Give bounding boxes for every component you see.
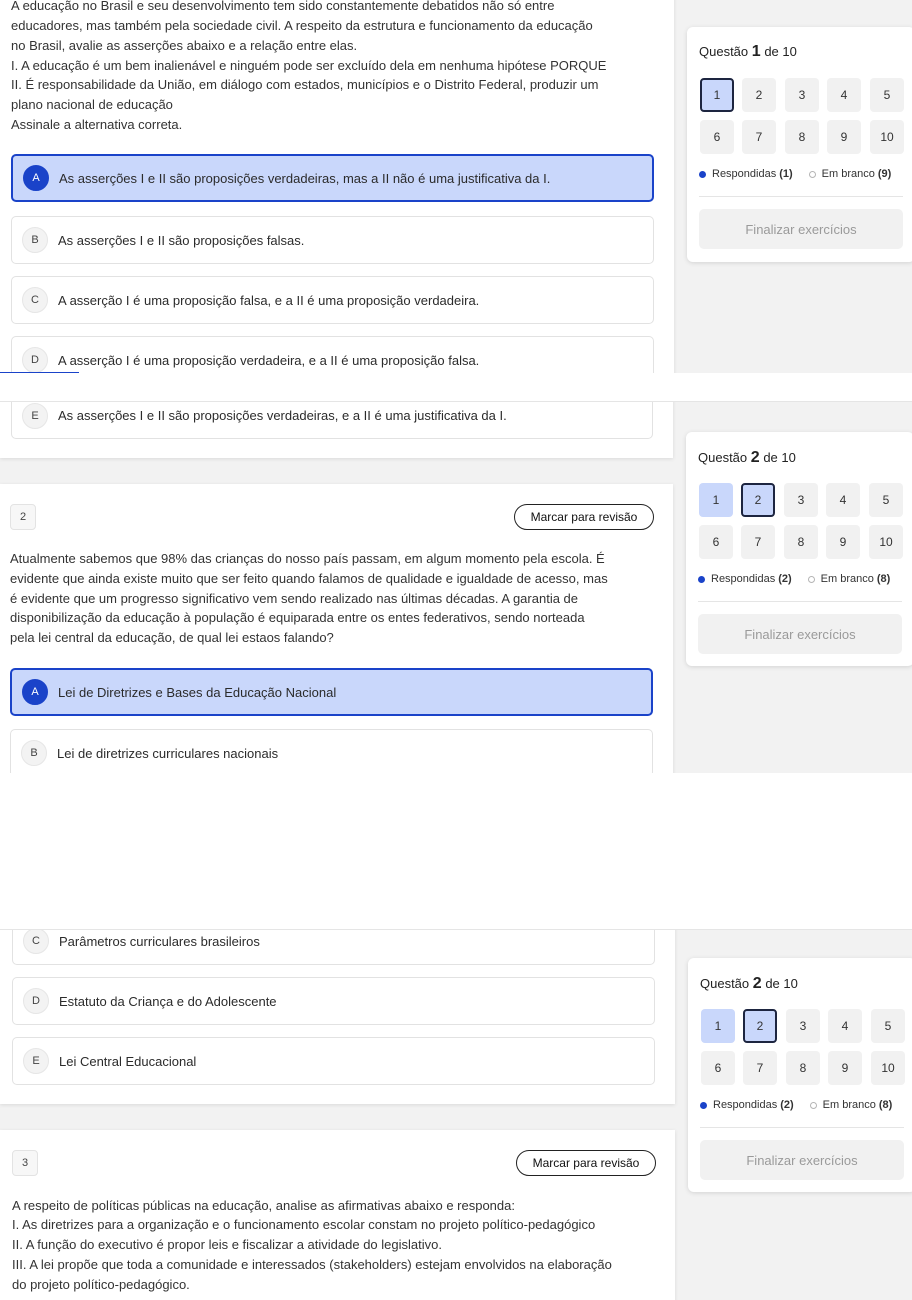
question-nav-button[interactable]: 10 — [870, 120, 904, 154]
question-nav-button[interactable]: 4 — [828, 1009, 862, 1043]
question-number-badge: 3 — [12, 1150, 38, 1176]
question-nav-button[interactable]: 8 — [786, 1051, 820, 1085]
option-c[interactable] — [12, 930, 655, 965]
statement-line: é evidente que um progresso significativo vem sendo realizado nas últimas décadas. A garantia de — [10, 591, 579, 606]
option-letter: E — [22, 403, 48, 429]
statement-line: I. A educação é um bem inalienável e ninguém pode ser excluído dela em nenhuma hipótese PORQUE — [11, 58, 607, 73]
question-nav-button[interactable]: 3 — [785, 78, 819, 112]
question-nav-button[interactable]: 2 — [742, 78, 776, 112]
question-nav-button[interactable]: 6 — [699, 525, 733, 559]
option-d[interactable] — [12, 977, 655, 1025]
question-nav-button[interactable]: 1 — [701, 1009, 735, 1043]
option-b[interactable] — [10, 729, 653, 773]
question-nav-button[interactable]: 9 — [828, 1051, 862, 1085]
question-nav-button[interactable]: 3 — [784, 483, 818, 517]
question-navigator-panel — [686, 432, 912, 666]
question-nav-button[interactable]: 5 — [870, 78, 904, 112]
statement-line: do projeto político-pedagógico. — [12, 1277, 190, 1292]
answered-label: Respondidas — [713, 1099, 778, 1111]
answered-dot-icon — [699, 171, 706, 178]
finish-exercises-button[interactable]: Finalizar exercícios — [698, 614, 902, 654]
current-question-number: 1 — [751, 43, 761, 60]
option-a[interactable] — [11, 154, 654, 202]
panel-divider — [699, 196, 903, 197]
strip-gap — [0, 773, 912, 930]
option-text: As asserções I e II são proposições falsas. — [58, 232, 305, 248]
option-text: As asserções I e II são proposições verdadeiras, mas a II não é uma justificativa da I. — [59, 170, 551, 186]
blank-label: Em branco — [822, 1099, 876, 1111]
option-text: Parâmetros curriculares brasileiros — [59, 933, 260, 949]
option-text: Lei de diretrizes curriculares nacionais — [57, 745, 279, 761]
question-nav-button[interactable]: 2 — [743, 1009, 777, 1043]
finish-exercises-button[interactable]: Finalizar exercícios — [699, 209, 903, 249]
option-c[interactable] — [11, 276, 654, 324]
answered-count: (2) — [780, 1099, 794, 1111]
option-text: A asserção I é uma proposição falsa, e a II é uma proposição verdadeira. — [58, 292, 480, 308]
panel-divider — [698, 601, 902, 602]
panel-divider — [700, 1127, 904, 1128]
question-nav-button[interactable]: 9 — [826, 525, 860, 559]
option-letter: A — [23, 165, 49, 191]
answer-legend — [700, 1099, 892, 1111]
current-question-number: 2 — [750, 449, 760, 466]
question-nav-button[interactable]: 9 — [827, 120, 861, 154]
blank-label: Em branco — [821, 168, 875, 180]
statement-line: educadores, mas também pela sociedade civil. A respeito da estrutura e funcionamento da educação — [11, 18, 593, 33]
option-text: Lei Central Educacional — [59, 1053, 197, 1069]
statement-line: II. A função do executivo é propor leis e fiscalizar a atividade do legislativo. — [12, 1237, 442, 1252]
option-letter: D — [23, 988, 49, 1014]
question-nav-button[interactable]: 5 — [871, 1009, 905, 1043]
option-letter: C — [22, 287, 48, 313]
question-nav-button[interactable]: 4 — [826, 483, 860, 517]
answered-dot-icon — [698, 576, 705, 583]
finish-exercises-button[interactable]: Finalizar exercícios — [700, 1140, 904, 1180]
question-nav-button[interactable]: 7 — [741, 525, 775, 559]
answered-count: (1) — [779, 168, 793, 180]
question-number-badge: 2 — [10, 504, 36, 530]
panel-title-prefix: Questão — [699, 44, 749, 59]
option-text: A asserção I é uma proposição verdadeira, e a II é uma proposição falsa. — [58, 352, 480, 368]
statement-line: plano nacional de educação — [11, 97, 173, 112]
option-d[interactable] — [11, 336, 654, 373]
option-letter: C — [23, 930, 49, 954]
answer-legend — [699, 168, 891, 180]
statement-line: II. É responsabilidade da União, em diálogo com estados, municípios e o Distrito Federal, produzir um — [11, 77, 599, 92]
option-b[interactable] — [11, 216, 654, 264]
panel-title-suffix: de 10 — [764, 44, 797, 59]
option-letter: E — [23, 1048, 49, 1074]
blank-count: (8) — [876, 573, 891, 585]
blank-dot-icon — [808, 576, 815, 583]
question-nav-button[interactable]: 8 — [785, 120, 819, 154]
question-nav-button[interactable]: 10 — [871, 1051, 905, 1085]
question-navigator-panel — [688, 958, 912, 1192]
question-navigator-panel — [687, 27, 912, 262]
option-letter: B — [21, 740, 47, 766]
panel-title — [700, 975, 798, 993]
strip-gap — [0, 373, 912, 402]
answered-count: (2) — [778, 573, 792, 585]
panel-title-suffix: de 10 — [763, 450, 796, 465]
option-a[interactable] — [10, 668, 653, 716]
option-text: Lei de Diretrizes e Bases da Educação Nacional — [58, 684, 337, 700]
panel-title-suffix: de 10 — [765, 976, 798, 991]
option-letter: A — [22, 679, 48, 705]
statement-line: III. A lei propõe que toda a comunidade e interessados (stakeholders) estejam envolvidos na elaboração — [12, 1257, 612, 1272]
statement-line: Assinale a alternativa correta. — [11, 117, 183, 132]
statement-line: no Brasil, avalie as asserções abaixo e a relação entre elas. — [11, 38, 358, 53]
statement-line: evidente que ainda existe muito que ser feito quando falamos de qualidade e igualdade de acesso, mas — [10, 571, 608, 586]
screenshot-strip-1 — [0, 0, 912, 373]
panel-title-prefix: Questão — [700, 976, 750, 991]
option-e[interactable] — [11, 402, 653, 439]
statement-line: A educação no Brasil e seu desenvolvimento tem sido constantemente debatidos não só entre — [11, 0, 555, 13]
blank-count: (9) — [877, 168, 892, 180]
question-nav-button[interactable]: 7 — [743, 1051, 777, 1085]
statement-line: Atualmente sabemos que 98% das crianças do nosso país passam, em algum momento pela escola. É — [10, 551, 605, 566]
option-letter: B — [22, 227, 48, 253]
screenshot-strip-2 — [0, 402, 912, 773]
question-nav-button[interactable]: 1 — [700, 78, 734, 112]
mark-for-review-button[interactable]: Marcar para revisão — [516, 1150, 656, 1176]
answered-label: Respondidas — [711, 573, 776, 585]
question-nav-button[interactable]: 10 — [869, 525, 903, 559]
question-nav-button[interactable]: 2 — [741, 483, 775, 517]
option-letter: D — [22, 347, 48, 373]
blank-dot-icon — [809, 171, 816, 178]
statement-line: A respeito de políticas públicas na educação, analise as afirmativas abaixo e responda: — [12, 1198, 515, 1213]
statement-line: disponibilização da educação à população é equiparada entre os entes federativos, sendo norteada — [10, 610, 585, 625]
question-nav-button[interactable]: 7 — [742, 120, 776, 154]
panel-title — [698, 449, 796, 467]
question-nav-button[interactable]: 5 — [869, 483, 903, 517]
question-nav-button[interactable]: 8 — [784, 525, 818, 559]
mark-for-review-button[interactable]: Marcar para revisão — [514, 504, 654, 530]
answered-dot-icon — [700, 1102, 707, 1109]
panel-title — [699, 43, 797, 61]
question-nav-button[interactable]: 3 — [786, 1009, 820, 1043]
option-text: Estatuto da Criança e do Adolescente — [59, 993, 277, 1009]
blank-count: (8) — [878, 1099, 893, 1111]
statement-line: pela lei central da educação, de qual lei estaos falando? — [10, 630, 334, 645]
screenshot-strip-3 — [0, 930, 912, 1300]
question-nav-button[interactable]: 6 — [700, 120, 734, 154]
current-question-number: 2 — [752, 975, 762, 992]
answered-label: Respondidas — [712, 168, 777, 180]
panel-title-prefix: Questão — [698, 450, 748, 465]
blank-label: Em branco — [820, 573, 874, 585]
answer-legend — [698, 573, 890, 585]
question-nav-button[interactable]: 1 — [699, 483, 733, 517]
blank-dot-icon — [810, 1102, 817, 1109]
question-nav-button[interactable]: 6 — [701, 1051, 735, 1085]
option-e[interactable] — [12, 1037, 655, 1085]
statement-line: I. As diretrizes para a organização e o funcionamento escolar constam no projeto político-pedagógico — [12, 1217, 596, 1232]
question-nav-button[interactable]: 4 — [827, 78, 861, 112]
option-text: As asserções I e II são proposições verdadeiras, e a II é uma justificativa da I. — [58, 408, 507, 423]
